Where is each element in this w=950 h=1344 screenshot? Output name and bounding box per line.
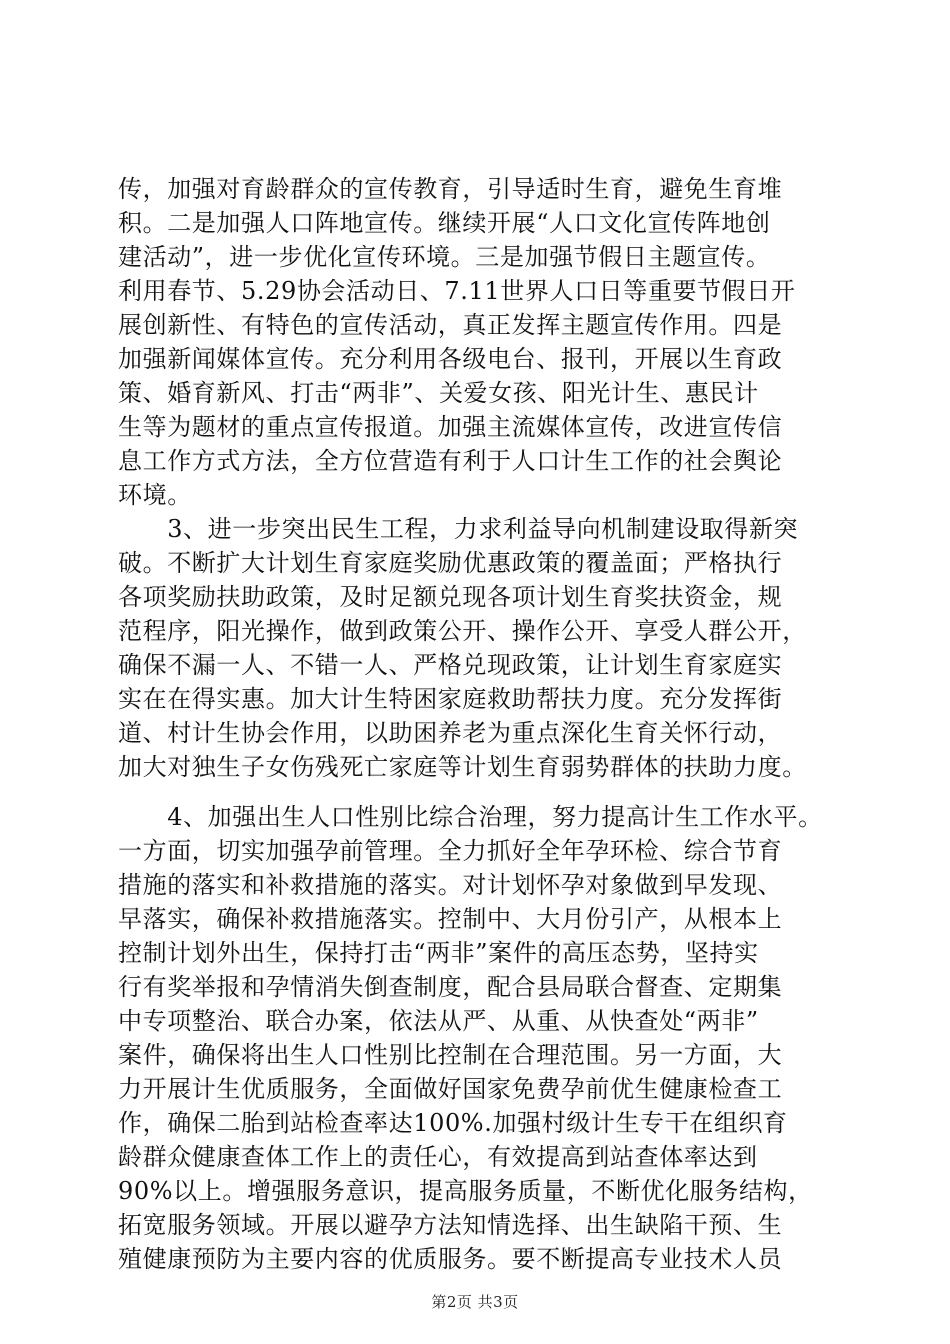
body-text-line: 各项奖励扶助政策，及时足额兑现各项计划生育奖扶资金，规 xyxy=(118,583,783,611)
body-text-line: 利用春节、5.29协会活动日、7.11世界人口日等重要节假日开 xyxy=(118,277,796,305)
body-text-line: 拓宽服务领域。开展以避孕方法知情选择、出生缺陷干预、生 xyxy=(118,1211,783,1239)
body-text-line: 策、婚育新风、打击“两非”、关爱女孩、阳光计生、惠民计 xyxy=(118,379,759,407)
body-text-line: 传，加强对育龄群众的宣传教育，引导适时生育，避免生育堆 xyxy=(118,175,783,203)
body-text-line: 加强新闻媒体宣传。充分利用各级电台、报刊，开展以生育政 xyxy=(118,345,783,373)
body-text-line: 殖健康预防为主要内容的优质服务。要不断提高专业技术人员 xyxy=(118,1245,783,1273)
body-text-line: 控制计划外出生，保持打击“两非”案件的高压态势，坚持实 xyxy=(118,939,759,967)
body-text-line: 龄群众健康查体工作上的责任心，有效提高到站查体率达到 xyxy=(118,1143,758,1171)
body-text-line: 力开展计生优质服务，全面做好国家免费孕前优生健康检查工 xyxy=(118,1075,783,1103)
body-text-line: 息工作方式方法，全方位营造有利于人口计生工作的社会舆论 xyxy=(118,447,783,475)
body-text-line: 确保不漏一人、不错一人、严格兑现政策，让计划生育家庭实 xyxy=(118,651,783,679)
body-text-line: 生等为题材的重点宣传报道。加强主流媒体宣传，改进宣传信 xyxy=(118,413,783,441)
body-text-line: 展创新性、有特色的宣传活动，真正发挥主题宣传作用。四是 xyxy=(118,311,783,339)
body-text-line: 积。二是加强人口阵地宣传。继续开展“人口文化宣传阵地创 xyxy=(118,209,771,237)
body-text-line: 实在在得实惠。加大计生特困家庭救助帮扶力度。充分发挥街 xyxy=(118,685,783,713)
paragraph-3-start: 3、进一步突出民生工程，力求利益导向机制建设取得新突 xyxy=(118,515,799,543)
body-text-line: 道、村计生协会作用，以助困养老为重点深化生育关怀行动， xyxy=(118,719,783,747)
body-text-line: 一方面，切实加强孕前管理。全力抓好全年孕环检、综合节育 xyxy=(118,837,783,865)
body-text-line: 行有奖举报和孕情消失倒查制度，配合县局联合督查、定期集 xyxy=(118,973,783,1001)
body-text-line: 建活动”，进一步优化宣传环境。三是加强节假日主题宣传。 xyxy=(118,243,771,271)
body-text-line: 措施的落实和补救措施的落实。对计划怀孕对象做到早发现、 xyxy=(118,871,783,899)
body-text-line: 环境。 xyxy=(118,481,192,509)
paragraph-4-start: 4、加强出生人口性别比综合治理，努力提高计生工作水平。 xyxy=(118,803,823,831)
body-text-line: 范程序，阳光操作，做到政策公开、操作公开、享受人群公开， xyxy=(118,617,807,645)
body-text-line: 破。不断扩大计划生育家庭奖励优惠政策的覆盖面；严格执行 xyxy=(118,549,783,577)
body-text-line: 作，确保二胎到站检查率达100%.加强村级计生专干在组织育 xyxy=(118,1109,788,1137)
body-text-line: 案件，确保将出生人口性别比控制在合理范围。另一方面，大 xyxy=(118,1041,783,1069)
body-text-line: 90%以上。增强服务意识，提高服务质量，不断优化服务结构， xyxy=(118,1177,813,1205)
body-text-line: 加大对独生子女伤残死亡家庭等计划生育弱势群体的扶助力度。 xyxy=(118,753,807,781)
body-text-line: 早落实，确保补救措施落实。控制中、大月份引产，从根本上 xyxy=(118,905,783,933)
page-footer: 第2页 共3页 xyxy=(431,1293,519,1311)
body-text-line: 中专项整治、联合办案，依法从严、从重、从快查处“两非” xyxy=(118,1007,759,1035)
